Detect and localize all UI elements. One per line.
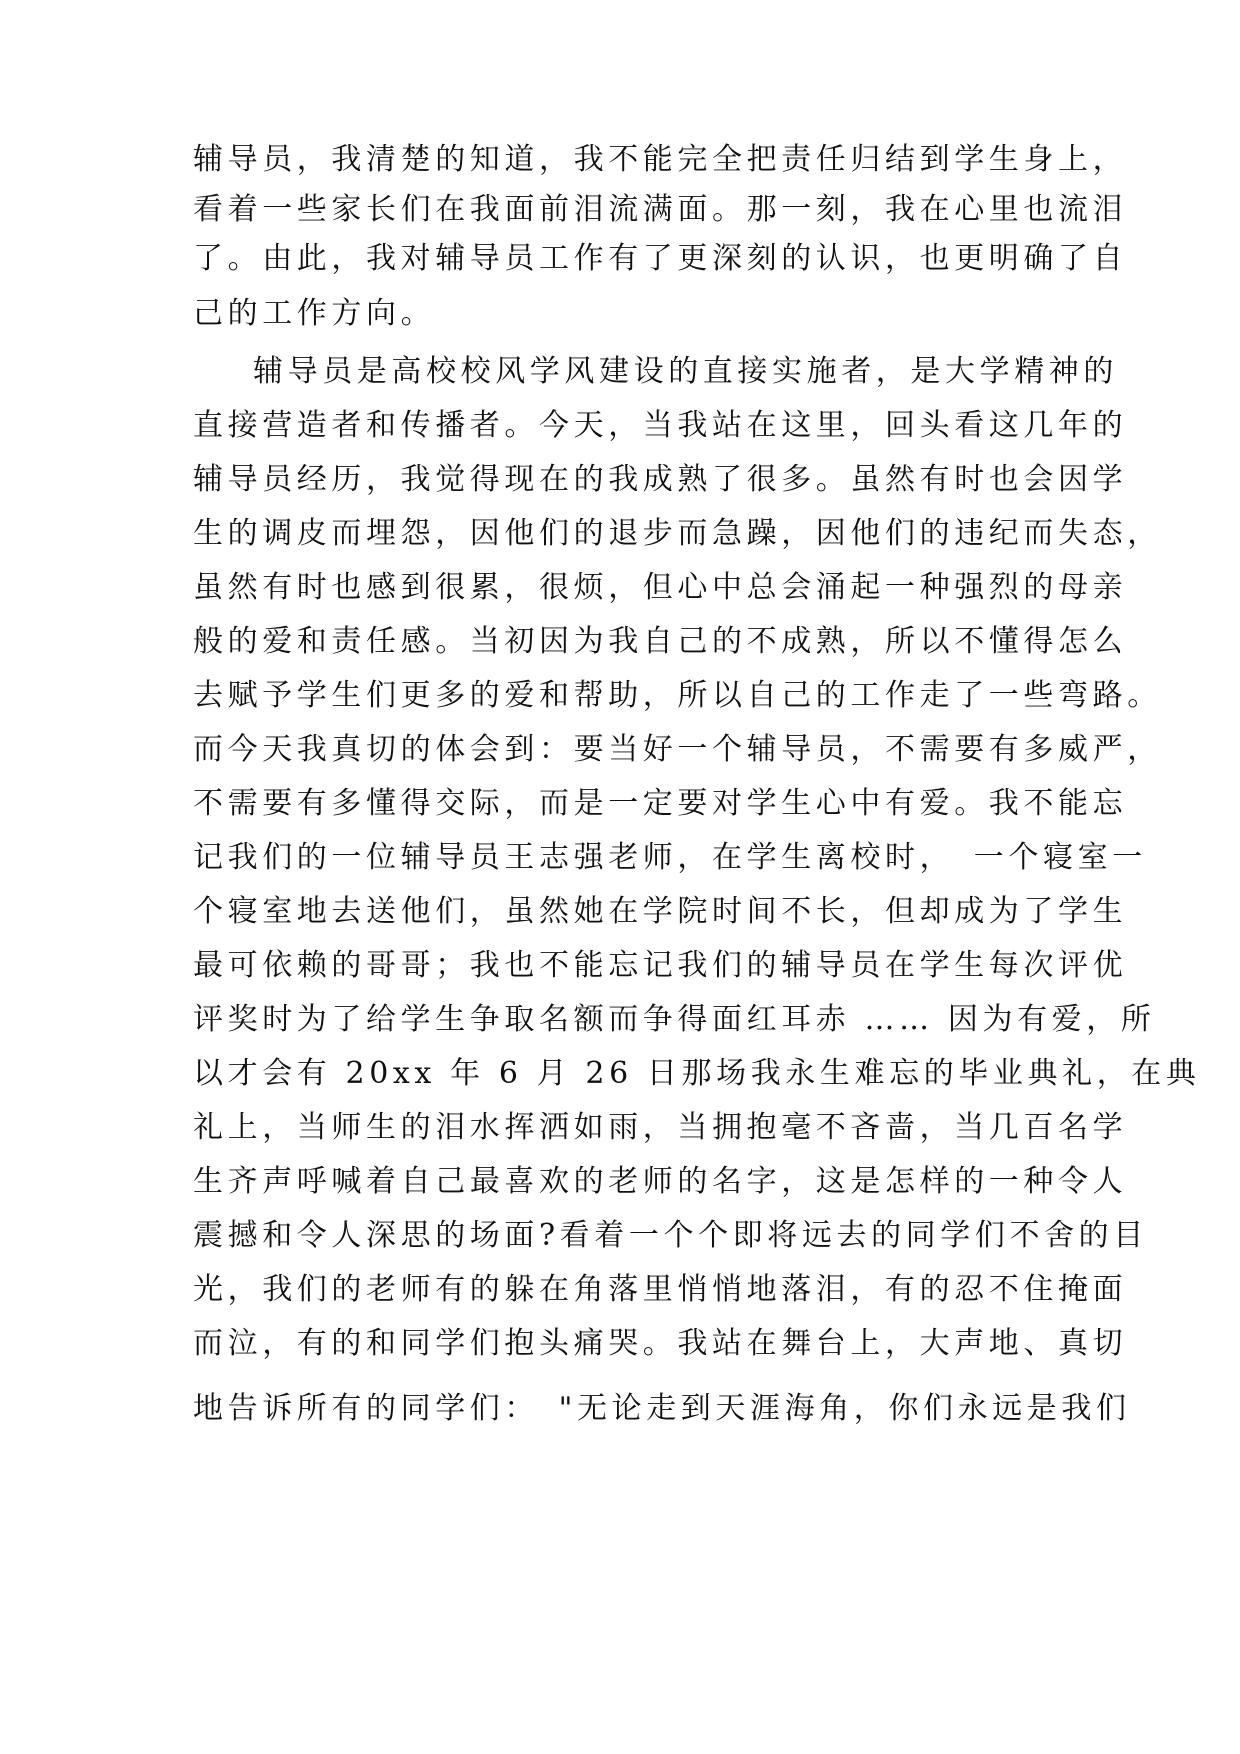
text-line-19: 礼上，当师生的泪水挥洒如雨，当拥抱毫不吝啬，当几百名学 bbox=[193, 1110, 1128, 1145]
text-line-14: 记我们的一位辅导员王志强老师，在学生离校时， 一个寝室一 bbox=[193, 840, 1147, 875]
text-line-3: 了。由此，我对辅导员工作有了更深刻的认识，也更明确了自 bbox=[193, 241, 1128, 276]
text-line-21: 震撼和令人深思的场面?看着一个个即将远去的同学们不舍的目 bbox=[193, 1218, 1148, 1253]
text-line-11: 去赋予学生们更多的爱和帮助，所以自己的工作走了一些弯路。 bbox=[193, 678, 1162, 713]
text-line-13: 不需要有多懂得交际，而是一定要对学生心中有爱。我不能忘 bbox=[193, 786, 1128, 821]
text-line-24: 地告诉所有的同学们： "无论走到天涯海角，你们永远是我们 bbox=[193, 1391, 1131, 1426]
text-line-23: 而泣，有的和同学们抱头痛哭。我站在舞台上，大声地、真切 bbox=[193, 1326, 1128, 1361]
text-line-4: 己的工作方向。 bbox=[193, 296, 436, 331]
text-line-20: 生齐声呼喊着自己最喜欢的老师的名字，这是怎样的一种令人 bbox=[193, 1164, 1128, 1199]
text-line-16: 最可依赖的哥哥；我也不能忘记我们的辅导员在学生每次评优 bbox=[193, 948, 1128, 983]
text-line-10: 般的爱和责任感。当初因为我自己的不成熟，所以不懂得怎么 bbox=[193, 624, 1128, 659]
text-line-1: 辅导员，我清楚的知道，我不能完全把责任归结到学生身上， bbox=[193, 142, 1128, 177]
paragraph-start-line: 辅导员是高校校风学风建设的直接实施者，是大学精神的 bbox=[253, 354, 1118, 389]
text-line-9: 虽然有时也感到很累，很烦，但心中总会涌起一种强烈的母亲 bbox=[193, 570, 1128, 605]
text-line-17: 评奖时为了给学生争取名额而争得面红耳赤 …… 因为有爱，所 bbox=[193, 1002, 1156, 1037]
text-line-18: 以才会有 20xx 年 6 月 26 日那场我永生难忘的毕业典礼，在典 bbox=[193, 1056, 1201, 1091]
text-line-15: 个寝室地去送他们，虽然她在学院时间不长，但却成为了学生 bbox=[193, 894, 1128, 929]
text-line-22: 光，我们的老师有的躲在角落里悄悄地落泪，有的忍不住掩面 bbox=[193, 1272, 1128, 1307]
text-line-8: 生的调皮而埋怨，因他们的退步而急躁，因他们的违纪而失态， bbox=[193, 516, 1162, 551]
text-line-7: 辅导员经历，我觉得现在的我成熟了很多。虽然有时也会因学 bbox=[193, 462, 1128, 497]
text-line-2: 看着一些家长们在我面前泪流满面。那一刻，我在心里也流泪 bbox=[193, 192, 1128, 227]
text-line-6: 直接营造者和传播者。今天，当我站在这里，回头看这几年的 bbox=[193, 408, 1128, 443]
text-line-12: 而今天我真切的体会到：要当好一个辅导员，不需要有多威严， bbox=[193, 732, 1162, 767]
